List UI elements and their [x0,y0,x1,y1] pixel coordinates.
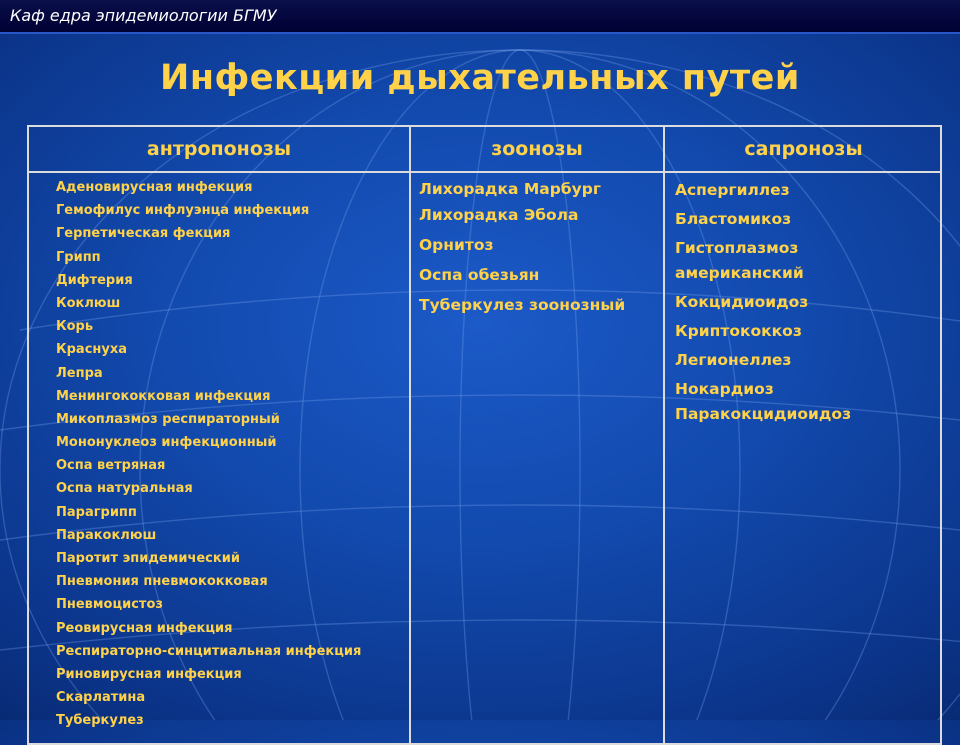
list-item: Микоплазмоз респираторный [56,411,280,427]
list-item: Аденовирусная инфекция [56,180,253,195]
list-item: Парагрипп [56,504,137,520]
list-item: Пневмония пневмококковая [56,574,268,590]
slide-title: Инфекции дыхательных путей [160,58,800,98]
header-sapronoses: сапронозы [744,138,863,160]
zoonoses-list [419,176,625,318]
list-item: Гемофилус инфлуэнца инфекция [56,203,310,219]
list-item: Бластомикоз [675,210,792,228]
list-item: Дифтерия [56,272,133,288]
list-item: Герпетическая фекция [56,226,231,242]
list-item: Криптококкоз [675,322,802,340]
list-item: Паракоклюш [56,527,157,543]
list-item: Оспа ветряная [56,458,166,474]
header-anthroponoses: антропонозы [146,138,292,160]
list-item: Лихорадка Эбола [419,206,579,224]
list-item: Туберкулез зоонозный [419,296,626,314]
sapronoses-column [675,178,851,427]
list-item: Паротит эпидемический [56,551,240,566]
list-item: Реовирусная инфекция [56,620,233,636]
list-item: Лепра [56,365,103,381]
department-label: Каф едра эпидемиологии БГМУ [10,6,277,25]
header-bar [0,0,960,34]
list-item: Лихорадка Марбург [419,180,601,198]
anthroponoses-column [56,176,361,733]
sapronoses-list [675,178,851,427]
list-item: Орнитоз [419,236,494,254]
list-item: Легионеллез [675,351,792,369]
list-item: Паракокцидиоидоз [675,405,852,423]
list-item: Риновирусная инфекция [56,666,242,682]
header-zoonoses: зоонозы [491,138,583,160]
list-item: Оспа обезьян [419,266,540,284]
list-item: Туберкулез [56,713,144,729]
anthroponoses-list [56,176,361,733]
infections-table [27,125,942,745]
list-item: Кокцидиоидоз [675,293,809,311]
list-item: Аспергиллез [675,181,790,199]
header-divider [29,171,940,173]
list-item: Пневмоцистоз [56,597,163,613]
list-item: Оспа натуральная [56,481,193,497]
column-divider [663,127,665,743]
list-item: Грипп [56,249,101,265]
list-item: Скарлатина [56,690,146,706]
list-item: Менингококковая инфекция [56,388,271,404]
list-item: американский [675,264,804,282]
zoonoses-column [419,176,625,318]
list-item: Корь [56,319,94,335]
column-divider [409,127,411,743]
list-item: Мононуклеоз инфекционный [56,435,277,451]
list-item: Респираторно-синцитиальная инфекция [56,643,362,659]
list-item: Краснуха [56,342,128,358]
list-item: Гистоплазмоз [675,239,799,257]
list-item: Коклюш [56,295,121,311]
list-item: Нокардиоз [675,380,774,398]
